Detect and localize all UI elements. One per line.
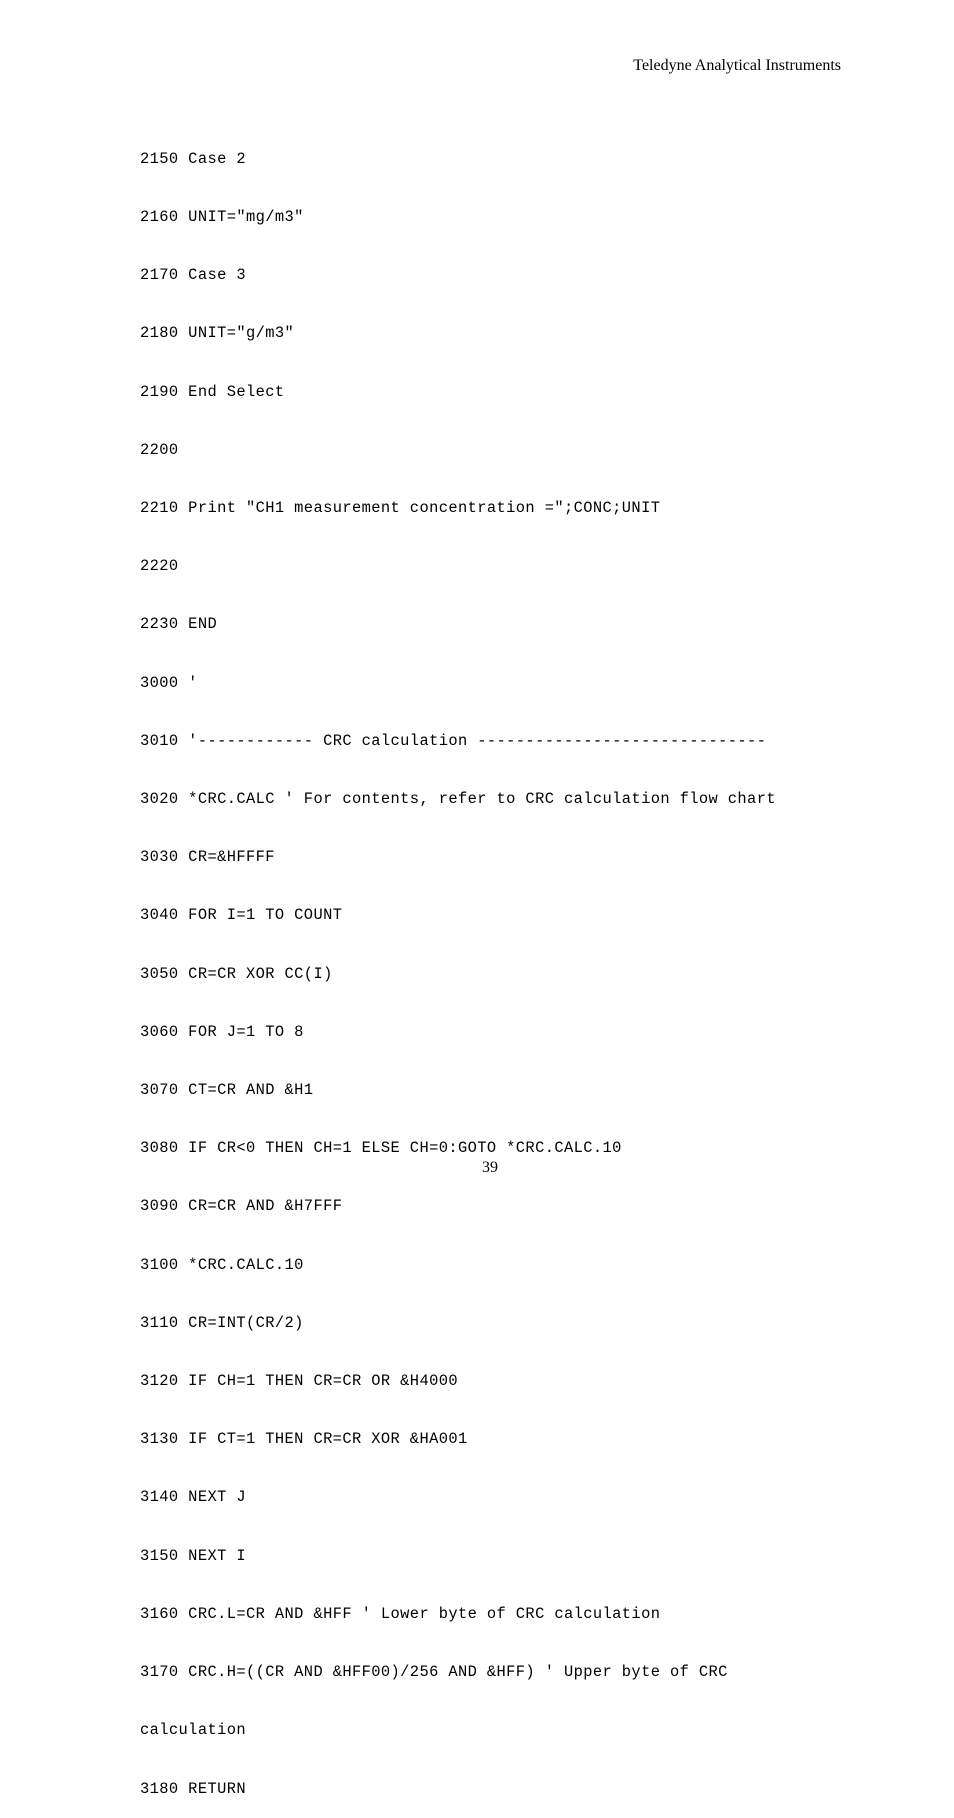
code-line: 3170 CRC.H=((CR AND &HFF00)/256 AND &HFF) ' Upper byte of CRC	[140, 1663, 728, 1682]
code-line: 3100 *CRC.CALC.10	[140, 1255, 304, 1274]
code-line: 3140 NEXT J	[140, 1488, 246, 1507]
code-line: 2210 Print "CH1 measurement concentration =";CONC;UNIT	[140, 499, 661, 518]
code-line: 3130 IF CT=1 THEN CR=CR XOR &HA001	[140, 1430, 468, 1449]
code-line: 3050 CR=CR XOR CC(I)	[140, 964, 333, 983]
code-line: 3080 IF CR<0 THEN CH=1 ELSE CH=0:GOTO *CRC.CALC.10	[140, 1139, 622, 1158]
code-line: 3090 CR=CR AND &H7FFF	[140, 1197, 343, 1216]
code-line: 3030 CR=&HFFFF	[140, 848, 275, 867]
code-line: 3020 *CRC.CALC ' For contents, refer to CRC calculation flow chart	[140, 790, 776, 809]
code-line: 2220	[140, 557, 179, 576]
page-number: 39	[482, 1159, 498, 1176]
code-line: 3010 '------------ CRC calculation ------------------------------	[140, 731, 767, 750]
code-line: 3150 NEXT I	[140, 1546, 246, 1565]
code-listing	[140, 111, 840, 1818]
code-line: 2160 UNIT="mg/m3"	[140, 208, 304, 227]
code-line: 2190 End Select	[140, 382, 285, 401]
code-line: 3000 '	[140, 673, 198, 692]
code-line: 2180 UNIT="g/m3"	[140, 324, 295, 343]
code-line: 3120 IF CH=1 THEN CR=CR OR &H4000	[140, 1372, 458, 1391]
code-line: 3110 CR=INT(CR/2)	[140, 1313, 304, 1332]
code-line: 2230 END	[140, 615, 218, 634]
code-line: 3070 CT=CR AND &H1	[140, 1081, 314, 1100]
code-line: 2150 Case 2	[140, 149, 246, 168]
code-line: 3160 CRC.L=CR AND &HFF ' Lower byte of CRC calculation	[140, 1604, 661, 1623]
code-line: 3040 FOR I=1 TO COUNT	[140, 906, 343, 925]
code-line: calculation	[140, 1721, 246, 1740]
code-line: 3060 FOR J=1 TO 8	[140, 1022, 304, 1041]
page-header: Teledyne Analytical Instruments	[633, 57, 841, 74]
code-line: 2170 Case 3	[140, 266, 246, 285]
code-line: 2200	[140, 440, 179, 459]
code-line: 3180 RETURN	[140, 1779, 246, 1798]
